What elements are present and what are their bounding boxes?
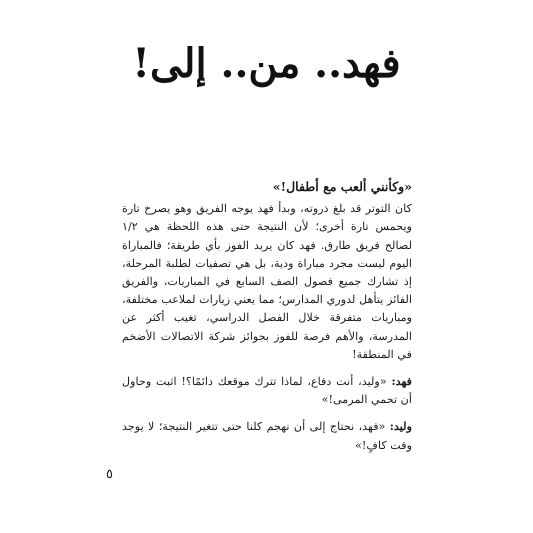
section-title: «وكأنني ألعب مع أطفال!» <box>272 179 412 194</box>
dialogue-line <box>122 417 412 454</box>
dialogue-speaker: وليد: <box>389 419 412 434</box>
chapter-title: فهد.. من.. إلى! <box>132 40 401 87</box>
dialogue-speaker: فهد: <box>391 374 412 389</box>
dialogue-text: «فهد، نحتاج إلى أن نهجم كلنا حتى تتغير النتيجة؛ لا يوجد وقت كافٍ!» <box>122 420 412 452</box>
dialogue-text: «وليد، أنت دفاع، لماذا تترك موقعك دائمًا؟! اثبت وحاول أن تحمي المرمى!» <box>122 375 412 407</box>
chapter-body <box>122 178 412 463</box>
narrative-paragraph: كان التوتر قد بلغ ذروته، وبدأ فهد يوجه الفريق وهو يصرخ تارة ويحمس تارة أخرى؛ لأن النتيجة حتى هذه اللحظة هي ١/٢ لصالح فريق طارق. فهد كان يريد الفوز بأي طريقة؛ فالمباراة اليوم ليست مجرد مباراة ودية، بل هي تصفيات لطلبة المرحلة، إذ تشارك جميع فصول الصف السابع في المباريات، والفريق الفائز يتأهل لدوري المدارس؛ مما يعني زيارات لملاعب مختلفة، ومباريات متفرقة خلال الفصل الدراسي، تغيب أكثر عن المدرسة، والأهم فرصة للفوز بجوائز شركة الاتصالات الأضخم في المنطقة! <box>122 202 412 361</box>
dialogue-line <box>122 372 412 409</box>
page-number: ٥ <box>106 467 113 482</box>
